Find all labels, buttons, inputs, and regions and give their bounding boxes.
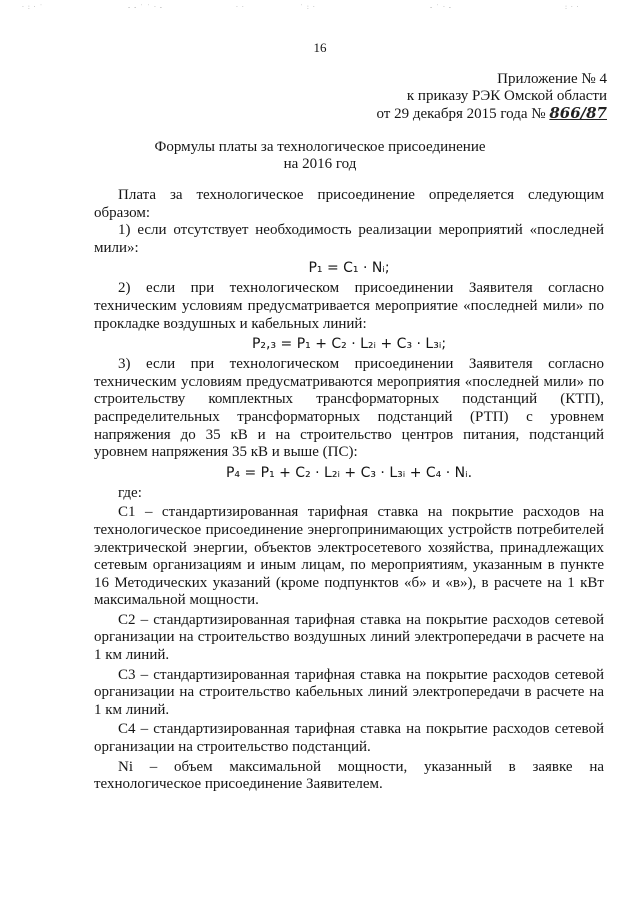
scan-artifact: ˙ : · [300,4,316,11]
intro-paragraph: Плата за технологическое присоединение определяется следующим образом: [94,187,604,221]
document-body [94,187,604,794]
definition-c2: С2 – стандартизированная тарифная ставка на покрытие расходов сетевой организации на строительство воздушных линий электропередачи в расчете на 1 км линий. [94,611,604,664]
formula-3: P₄ = P₁ + C₂ · L₂ᵢ + C₃ · L₃ᵢ + C₄ · Nᵢ. [225,464,473,481]
case-3-paragraph: 3) если при технологическом присоединении Заявителя согласно техническим условиям предусматриваются мероприятия «последней мили» по строительству комплектных трансформаторных подстанций (КТП), распределительных трансформаторных подстанций (РТП) с уровнем напряжения до 35 кВ и на строительство центров питания, подстанций уровнем напряжения 35 кВ и выше (ПС): [94,356,604,461]
appendix-header [376,71,607,123]
formula-2: P₂,₃ = P₁ + C₂ · L₂ᵢ + C₃ · L₃ᵢ; [251,336,447,353]
appendix-line-1: Приложение № 4 [497,71,607,87]
document-title [0,139,640,173]
appendix-date: от 29 декабря 2015 года № [376,106,550,122]
scan-artifact: · · [236,4,245,11]
definition-c1: С1 – стандартизированная тарифная ставка на покрытие расходов на технологическое присоединение энергопринимающих устройств потребителей электрической энергии, объектов электросетевого хозяйства, принадлежащих сетевым организациям и иным лицам, по мероприятиям, указанным в пункте 16 Методических указаний (кроме подпунктов «б» и «в»), в расчете на 1 кВт максимальной мощности. [94,504,604,609]
scan-artifact: - - ˙ ˙ · - [128,4,163,11]
definition-c3: С3 – стандартизированная тарифная ставка на покрытие расходов сетевой организации на строительство кабельных линий электропередачи в расчете на 1 км линий. [94,666,604,718]
scan-artifact: · : · ˙ [22,4,44,11]
appendix-line-2: к приказу РЭК Омской области [406,88,607,104]
appendix-line-3 [376,105,607,123]
case-1-paragraph: 1) если отсутствует необходимость реализации мероприятий «последней мили»: [94,222,604,256]
scan-artifact: - ˙ · - [430,4,452,11]
order-number-handwritten: 866/87 [549,104,607,122]
title-line-1: Формулы платы за технологическое присоединение [154,139,486,155]
page-number: 16 [313,40,327,55]
definition-c4: С4 – стандартизированная тарифная ставка на покрытие расходов сетевой организации на строительство подстанций. [94,721,604,756]
case-2-paragraph: 2) если при технологическом присоединении Заявителя согласно техническим условиям предусматривается мероприятие «последней мили» по прокладке воздушных и кабельных линий: [94,280,604,332]
title-line-2: на 2016 год [283,156,357,172]
definition-ni: Ni – объем максимальной мощности, указанный в заявке на технологическое присоединение Заявителем. [94,758,604,793]
formula-1: P₁ = C₁ · Nᵢ; [308,260,390,277]
scan-artifact: : · · [565,4,580,11]
where-label: где: [118,484,142,501]
